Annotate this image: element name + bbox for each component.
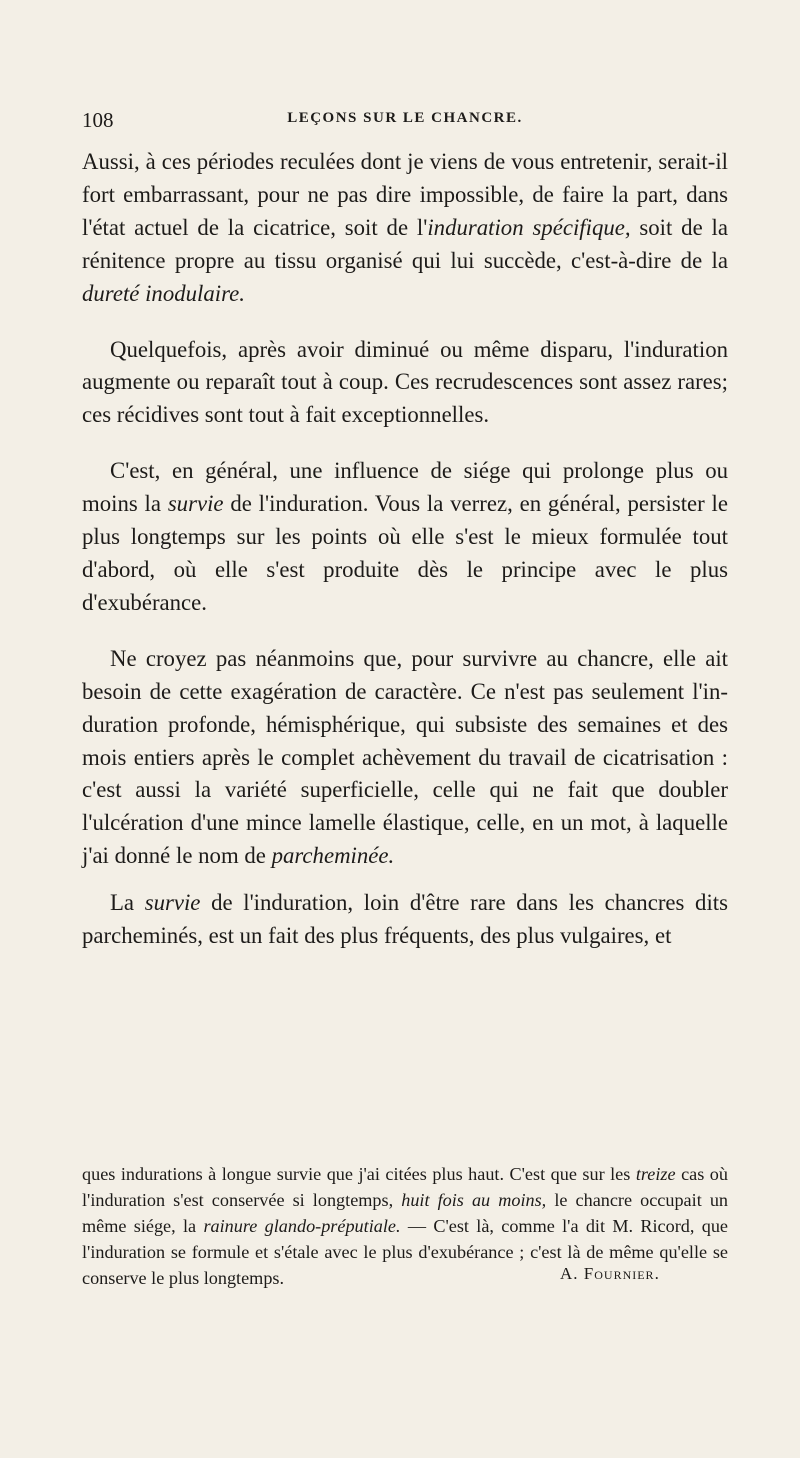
main-text xyxy=(82,146,728,953)
text-run: Aussi, à ces périodes reculées dont je viens de vous entretenir, serait-il fort embarrassant, pour ne pas dire impossible, de faire la part, dans l'état actuel de la cicatrice, soit de l' xyxy=(82,149,728,240)
paragraph xyxy=(82,643,728,873)
text-run: Ne croyez pas néanmoins que, pour survivre au chancre, elle ait besoin de cette exagération de caractère. Ce n'est pas seulement l'induration profonde, hémisphérique, qui subsiste des semaines et des mois entiers après le complet achèvement du travail de cicatrisation : c'est aussi la variété superficielle, celle qui ne fait que doubler l'ulcération d'une mince lamelle élastique, celle, en un mot, à laquelle j'ai donné le nom de xyxy=(82,645,728,869)
text-run: soit de la rénitence propre au tissu organisé qui lui succède, c'est-à-dire de la xyxy=(82,214,728,273)
text-run: La xyxy=(110,890,145,916)
italic-text: survie xyxy=(144,890,201,916)
page-header xyxy=(82,108,728,138)
italic-text: survie xyxy=(167,491,224,517)
italic-text: parcheminée. xyxy=(271,843,395,869)
paragraph xyxy=(82,887,728,953)
paragraph xyxy=(82,146,728,311)
text-run: C'est, en général, une influence de siége qui prolonge plus ou moins la xyxy=(82,458,728,517)
italic-text: huit fois au moins, xyxy=(401,1190,547,1210)
page-number: 108 xyxy=(82,108,114,132)
text-run: cas où l'induration s'est conservée si longtemps, xyxy=(82,1164,728,1210)
italic-text: induration spécifique, xyxy=(427,214,631,240)
text-run: Quelquefois, après avoir diminué ou même disparu, l'induration augmente ou reparaît tout à coup. Ces recrudescences sont assez rares; ces récidives sont tout à fait exceptionnelles. xyxy=(82,336,728,428)
footnote-signature: A. Fournier. xyxy=(560,1264,660,1283)
running-head: LEÇONS SUR LE CHANCRE. xyxy=(287,110,523,126)
text-run: le chancre occupait un même siége, la xyxy=(82,1190,729,1236)
italic-text: rainure glando-préputiale. xyxy=(203,1216,401,1236)
text-run: de l'induration. Vous la verrez, en général, persister le plus longtemps sur les points où elle s'est le mieux formulée tout d'abord, où elle s'est produite dès le principe avec le plus d'exubérance. xyxy=(82,491,728,615)
paragraph xyxy=(82,455,728,620)
text-run: — C'est là, comme l'a dit M. Ricord, que l'induration se formule et s'étale avec le plus d'exubérance ; c'est là de même qu'elle se conserve le plus longtemps. xyxy=(82,1216,728,1288)
text-run: ques indurations à longue survie que j'ai citées plus haut. C'est que sur les xyxy=(82,1164,636,1184)
italic-text: treize xyxy=(635,1164,676,1184)
text-run: de l'induration, loin d'être rare dans les chancres dits parcheminés, est un fait des plus fréquents, des plus vulgaires, et xyxy=(82,890,728,949)
italic-text: dureté inodulaire. xyxy=(82,280,245,306)
paragraph xyxy=(82,334,728,433)
